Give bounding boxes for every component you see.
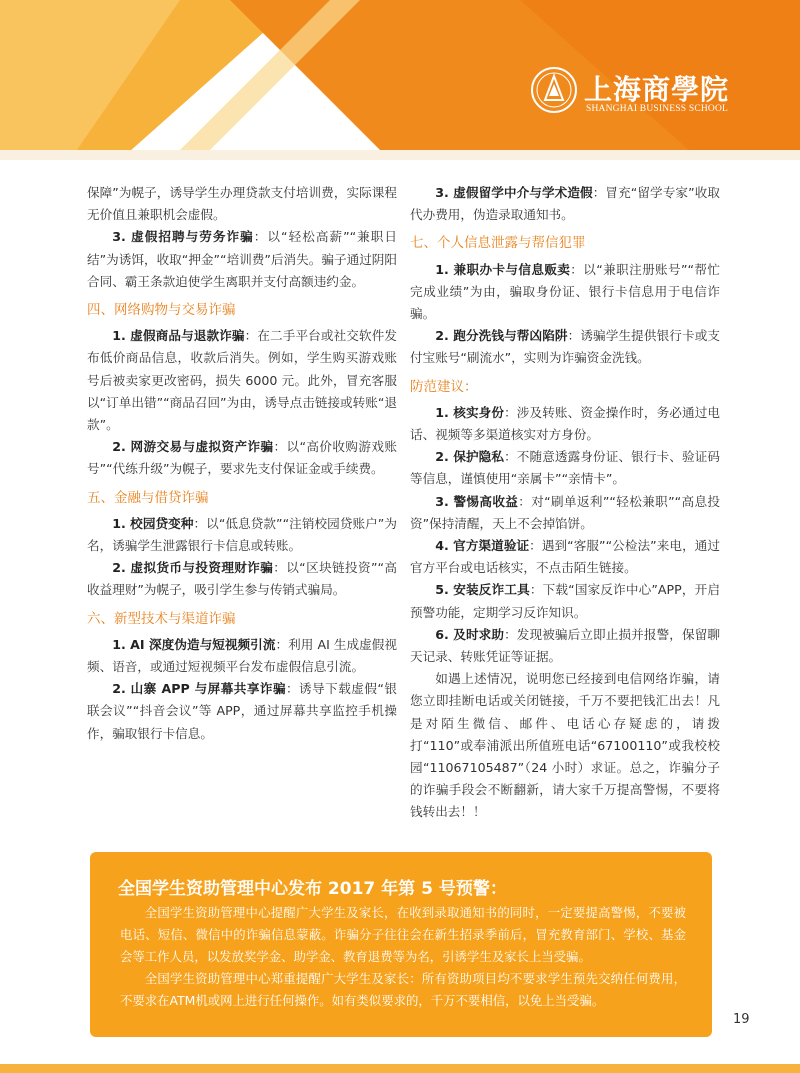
paragraph-text: ：在二手平台或社交软件发布低价商品信息，收款后消失。例如，学生购买游戏账号后被卖家更改密码，损失 6000 元。此外，冒充客服以“订单出错”“商品召回”为由，诱导点击链接或转账“退款”。 (87, 328, 397, 433)
paragraph-title: 3. 虚假留学中介与学术造假 (435, 185, 593, 200)
paragraph (87, 513, 397, 557)
notice-title: 全国学生资助管理中心发布 2017 年第 5 号预警： (118, 879, 507, 899)
section-heading: 五、金融与借贷诈骗 (87, 489, 209, 506)
paragraph (410, 535, 720, 579)
section-heading: 六、新型技术与渠道诈骗 (87, 610, 236, 627)
footer-bar (0, 1064, 800, 1073)
paragraph (410, 402, 720, 446)
paragraph-title: 1. AI 深度伪造与短视频引流 (112, 636, 276, 652)
paragraph-text: ：以“轻松高薪”“兼职日结”为诱饵，收取“押金”“培训费”后消失。骗子通过阴阳合同、霸王条款迫使学生离职并支付高额违约金。 (87, 229, 398, 289)
paragraph-title: 4. 官方渠道验证 (435, 538, 530, 554)
paragraph-text: ：发现被骗后立即止损并报警，保留聊天记录、转账凭证等证据。 (410, 626, 721, 665)
school-name-cn: 上海商學院 (584, 73, 730, 106)
paragraph-title: 3. 警惕高收益 (435, 493, 519, 509)
paragraph-title: 6. 及时求助 (435, 626, 505, 642)
paragraph (87, 226, 397, 293)
paragraph (410, 325, 720, 369)
paragraph-text: ：利用 AI 生成虚假视频、语音，或通过短视频平台发布虚假信息引流。 (87, 636, 397, 675)
paragraph-title: 1. 虚假商品与退款诈骗 (112, 328, 245, 344)
paragraph-text: ：以“区块链投资”“高收益理财”为幌子，吸引学生参与传销式骗局。 (87, 560, 397, 598)
paragraph-text: ：以“高价收购游戏账号”“代练升级”为幌子，要求先支付保证金或手续费。 (87, 439, 397, 477)
school-emblem-icon (530, 66, 578, 114)
paragraph-title: 2. 保护隐私 (435, 449, 505, 465)
paragraph (87, 436, 397, 480)
paragraph-title: 2. 山寨 APP 与屏幕共享诈骗 (112, 681, 286, 697)
paragraph (410, 259, 720, 326)
paragraph-title: 1. 核实身份 (435, 404, 505, 420)
paragraph-text: ：涉及转账、资金操作时，务必通过电话、视频等多渠道核实对方身份。 (410, 404, 721, 443)
warning-notice-box (90, 852, 712, 1037)
paragraph-text: ：遇到“客服”“公检法”来电，通过官方平台或电话核实，不点击陌生链接。 (410, 538, 720, 576)
left-column (87, 182, 397, 745)
paragraph-title: 2. 跑分洗钱与帮凶陷阱 (435, 328, 568, 344)
paragraph-title: 2. 网游交易与虚拟资产诈骗 (112, 439, 274, 455)
notice-paragraph: 全国学生资助管理中心提醒广大学生及家长，在收到录取通知书的同时，一定要提高警惕，不要被电话、短信、微信中的诈骗信息蒙蔽。诈骗分子往往会在新生招录季前后，冒充教育部门、学校、基金会等工作人员，以发放奖学金、助学金、教育退费等为名，引诱学生及家长上当受骗。 (120, 905, 686, 964)
section-heading: 四、网络购物与交易诈骗 (87, 302, 236, 319)
paragraph (87, 557, 397, 601)
paragraph (410, 579, 720, 623)
paragraph-text: ：对“刷单返利”“轻松兼职”“高息投资”保持清醒，天上不会掉馅饼。 (410, 493, 720, 531)
paragraph: 保障”为幌子，诱导学生办理贷款支付培训费，实际课程无价值且兼职机会虚假。 (87, 185, 397, 223)
section-heading: 防范建议： (410, 378, 478, 395)
school-name-en: SHANGHAI BUSINESS SCHOOL (586, 104, 729, 114)
paragraph (410, 491, 720, 535)
paragraph-text: ：以“低息贷款”“注销校园贷账户”为名，诱骗学生泄露银行卡信息或转账。 (87, 515, 397, 554)
paragraph-title: 5. 安装反诈工具 (435, 582, 530, 598)
paragraph (87, 634, 397, 678)
paragraph-title: 1. 兼职办卡与信息贩卖 (435, 261, 571, 277)
notice-body (120, 902, 686, 1012)
school-logo (530, 66, 730, 126)
paragraph-title: 1. 校园贷变种 (112, 515, 194, 531)
paragraph (410, 446, 720, 490)
closing-paragraph: 如遇上述情况，说明您已经接到电信网络诈骗，请您立即挂断电话或关闭链接，千万不要把钱汇出去！凡是对陌生微信、邮件、电话心存疑虑的，请拨打“110”或奉浦派出所值班电话“67100110”或我校校园“11067105487”（24 小时）求证。总之，诈骗分子的诈骗手段会不断翻新，请大家千万提高警惕，不要将钱转出去！！ (410, 671, 720, 820)
paragraph-text: ：诱骗学生提供银行卡或支付宝账号“刷流水”，实则为诈骗资金洗钱。 (410, 328, 720, 366)
paragraph-title: 2. 虚拟货币与投资理财诈骗 (112, 560, 274, 576)
paragraph (87, 325, 397, 436)
paragraph-text: ：不随意透露身份证、银行卡、验证码等信息，谨慎使用“亲属卡”“亲情卡”。 (410, 449, 721, 487)
paragraph (87, 678, 397, 745)
paragraph-text: ：冒充“留学专家”收取代办费用，伪造录取通知书。 (410, 185, 720, 223)
paragraph-text: ：以“兼职注册账号”“帮忙完成业绩”为由，骗取身份证、银行卡信息用于电信诈骗。 (410, 261, 720, 322)
paragraph-title: 3. 虚假招聘与劳务诈骗 (112, 229, 254, 245)
section-heading: 七、个人信息泄露与帮信犯罪 (410, 235, 586, 252)
paragraph-text: ：下载“国家反诈中心”APP，开启预警功能，定期学习反诈知识。 (410, 582, 721, 620)
paragraph (410, 182, 720, 226)
notice-paragraph: 全国学生资助管理中心郑重提醒广大学生及家长：所有资助项目均不要求学生预先交纳任何费用，不要求在ATM机或网上进行任何操作。如有类似要求的，千万不要相信，以免上当受骗。 (120, 971, 686, 1008)
paragraph-text: ：诱导下载虚假“银联会议”“抖音会议”等 APP，通过屏幕共享监控手机操作，骗取银行卡信息。 (87, 681, 397, 741)
paragraph (410, 624, 720, 668)
page-header (0, 0, 800, 160)
right-column (410, 182, 720, 824)
page-number: 19 (733, 1012, 750, 1027)
